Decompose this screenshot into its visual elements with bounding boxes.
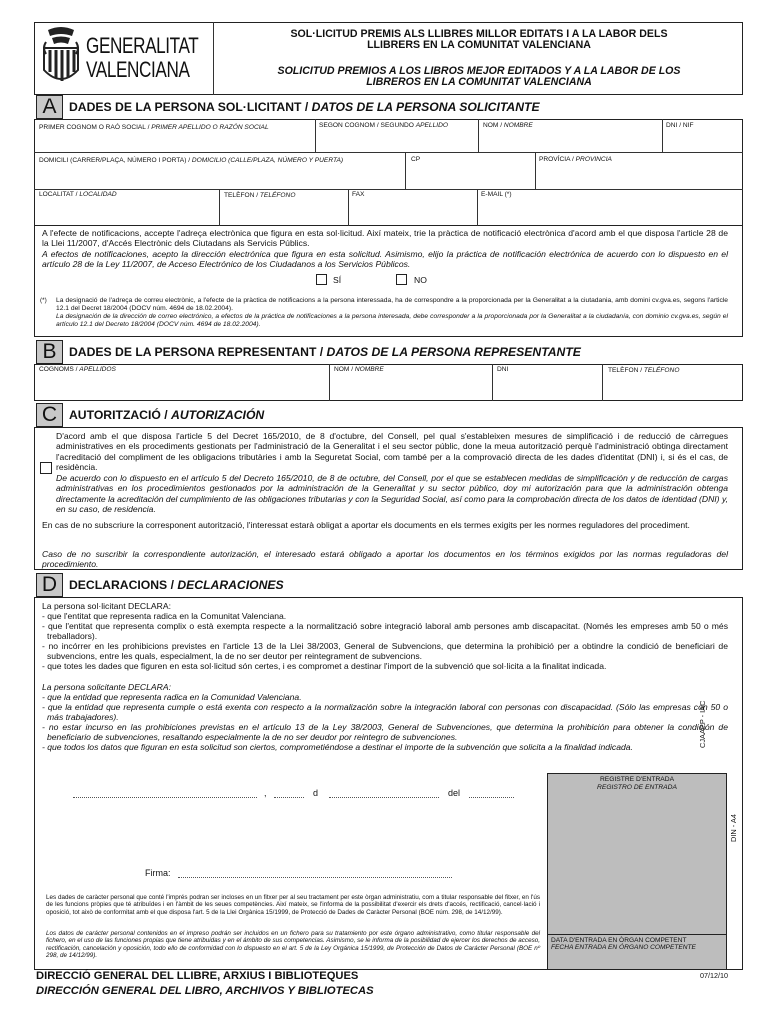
field-rep-apellidos[interactable] <box>39 366 327 398</box>
day-input[interactable] <box>274 797 304 798</box>
divider <box>602 364 603 401</box>
label-rep-apellidos-ca: COGNOMS / <box>39 366 80 373</box>
email-note-mark: (*) <box>40 297 47 304</box>
email-note-es: La designación de la dirección de correo electrónico, a efectos de la práctica de notificaciones a la persona interesada, debe corresponder a la proporcionada por la Generalitat a la ciudadanía, con dominio cv.gva.es, según el artículo 12.1 del Decreto 18/2004 (DOCV núm. 4694 de 18.02.2004). <box>56 313 728 328</box>
place-input[interactable] <box>73 797 257 798</box>
fecha-entrada-ca: DATA D'ENTRADA EN ÒRGAN COMPETENT <box>551 937 687 944</box>
divider <box>547 934 727 935</box>
notification-text-ca: A l'efecte de notificacions, accepte l'adreça electrònica que figura en esta sol·licitud. Així mateix, trie la pràctica de notificació electrònica d'acord amb el que disposa l'article 28 de la Llei 11/2007, d'Accés Electrònic dels Ciutadans als Servicis Públics. <box>42 228 728 249</box>
decl-es-3: - no estar incurso en las prohibiciones previstas en el artículo 13 de la Ley 38/2003, General de Subvenciones, que determina la prohibición para obtener la condición de beneficiario de subvenciones, resaltando especialmente la de no ser deudor por reintegro de subvenciones. <box>42 722 728 742</box>
field-fax[interactable] <box>352 191 474 223</box>
label-provincia-es: PROVINCIA <box>575 156 612 163</box>
section-a-title-ca: DADES DE LA PERSONA SOL·LICITANT / <box>69 100 312 114</box>
lopd-text-es: Los datos de carácter personal contenidos en el impreso podrán ser incluidos en un fichero para su tratamiento por este órgano administrativo, como titular responsable del fichero, en el uso de las funciones propias que tiene atribuidas y en el ámbito de sus competencias. Asimismo, se le informa de la posibilidad de ejercer los derechos de acceso, rectificación, cancelación y oposición, todo ello de conformidad con lo dispuesto en el art. 5 de la Ley Orgánica 15/1999, de Protección de Datos de Carácter Personal (BOE nº 298, de 14/12/99). <box>46 930 540 960</box>
lopd-text-ca: Les dades de caràcter personal que conté l'imprés podran ser incloses en un fitxer per al seu tractament per este òrgan administratiu, com a titular responsable del fitxer, en l'ús de les funcions pròpies que té atribuïdes i en l'àmbit de les seues competències. Així mateix, se l'informa de la possibilitat d'exercir els drets d'accés, rectificació, cancel·lació i oposició, tot això de conformitat amb el que disposa l'art. 5 de la Llei Orgànica 15/1999, de Protecció de Dades de Caràcter Personal (BOE núm. 298, de 14/12/99). <box>46 894 540 916</box>
checkbox-no[interactable] <box>396 274 407 285</box>
decl-es-1: - que la entidad que representa radica en la Comunidad Valenciana. <box>42 692 302 702</box>
section-c-title-es: AUTORIZACIÓN <box>171 408 265 422</box>
label-apellido1-es: PRIMER APELLIDO O RAZÓN SOCIAL <box>151 124 269 131</box>
label-apellido2-es: APELLIDO <box>415 122 448 129</box>
field-email[interactable] <box>481 191 739 223</box>
no-auth-text-ca: En cas de no subscriure la corresponent autorització, l'interessat estarà obligat a aportar els documents en els termes exigits per les normes reguladores del procediment. <box>42 520 690 530</box>
section-b-letter: B <box>36 340 63 364</box>
notification-text-es: A efectos de notificaciones, acepto la dirección electrónica que figura en esta solicitud. Asimismo, elijo la práctica de notificación electrónica de acuerdo con lo dispuesto en el artículo 28 de la Ley 11/2007, de Acceso Electrónico de los Ciudadanos a los Servicios Públicos. <box>42 249 728 270</box>
section-c-title <box>69 408 264 422</box>
registro-title-es: REGISTRO DE ENTRADA <box>597 784 677 791</box>
label-rep-nombre-ca: NOM / <box>334 366 355 373</box>
title-ca <box>218 29 740 51</box>
label-rep-telefono-es: TELÉFONO <box>643 367 680 374</box>
firma-input[interactable] <box>178 877 452 878</box>
field-rep-dni[interactable] <box>497 366 599 398</box>
divider <box>405 152 406 189</box>
label-dni: DNI / NIF <box>666 122 694 129</box>
label-localidad-es: LOCALIDAD <box>79 191 117 198</box>
auth-text-es: De acuerdo con lo dispuesto en el artículo 5 del Decreto 165/2010, de 8 de octubre, del Consell, por el que se establecen medidas de simplificación y de reducción de cargas administrativas en los procedimientos gestionados por la administración de la Generalitat y su sector público, doy mi autorización para que la administración obtenga directamente la acreditación del cumplimiento de las obligaciones tributarias y con la Seguridad Social, así como para la comprobación directa de los datos de identidad (DNI) y, en su caso, de residencia. <box>56 473 728 515</box>
divider <box>478 119 479 152</box>
auth-text-ca: D'acord amb el que disposa l'article 5 del Decret 165/2010, de 8 d'octubre, del Consell, pel qual s'estableixen mesures de simplificació i de reducció de càrregues administratives en els procediments gestionats per l'administració de la Generalitat i el seu sector públic, done la meua autorització perquè l'administració obtinga directament l'acreditació del compliment de les obligacions tributàries i amb la Seguretat Social, com també per a la comprovació directa de les dades d'identitat (DNI) i, si és el cas, de residència. <box>56 431 728 473</box>
header-divider <box>213 22 214 95</box>
logo-line1: GENERALITAT <box>86 33 199 58</box>
label-si: SÍ <box>333 275 342 285</box>
side-din: DIN - A4 <box>729 814 738 842</box>
firma-label: Firma: <box>145 868 171 878</box>
section-d-title <box>69 578 284 592</box>
section-a-title <box>69 100 540 114</box>
year-input[interactable] <box>469 797 514 798</box>
field-rep-telefono[interactable] <box>608 367 740 398</box>
section-a-letter: A <box>36 95 63 119</box>
decl-ca-4: - que totes les dades que figuren en esta sol·licitud són certes, i es compromet a destinar l'import de la subvenció que sol·licita a la finalitat indicada. <box>42 661 607 671</box>
field-apellido2[interactable] <box>319 122 475 150</box>
label-nombre-ca: NOM / <box>483 122 504 129</box>
declarations-ca <box>42 601 728 671</box>
divider <box>662 119 663 152</box>
divider <box>219 189 220 226</box>
label-email: E-MAIL (*) <box>481 191 512 198</box>
section-d-letter: D <box>36 573 63 597</box>
label-apellido1-ca: PRIMER COGNOM O RAÓ SOCIAL / <box>39 124 152 131</box>
label-rep-apellidos-es: APELLIDOS <box>79 366 116 373</box>
label-provincia-ca: PROVÍCIA / <box>539 156 576 163</box>
label-nombre-es: NOMBRE <box>503 122 533 129</box>
divider <box>477 189 478 226</box>
decl-ca-3: - no incórrer en les prohibicions previstes en l'article 13 de la Llei 38/2003, General de Subvencions, que determina la prohibició per a obtindre la condició de beneficiari de subvencions, entre les quals, especialment, la de no ser deutor per reintegrament de subvencions. <box>42 641 728 661</box>
field-dni[interactable] <box>666 122 740 150</box>
divider <box>535 152 536 189</box>
decl-ca-2: - que l'entitat que representa complix o està exempta respecte a la normalització sobre integració laboral amb persones amb discapacitat. (Només les empreses amb 50 o més treballadors). <box>42 621 728 641</box>
label-rep-nombre-es: NOMBRE <box>354 366 384 373</box>
de-label: d <box>313 788 319 798</box>
section-d-title-ca: DECLARACIONS / <box>69 578 178 592</box>
field-provincia[interactable] <box>539 156 739 186</box>
title-es <box>218 66 740 88</box>
label-telefono-ca: TELÈFON / <box>224 192 260 199</box>
declarations-es <box>42 682 728 752</box>
footer-date: 07/12/10 <box>700 971 728 980</box>
no-auth-text-es: Caso de no suscribir la correspondiente autorización, el interesado estará obligado a aportar los documentos en los términos exigidos por las normas reguladoras del procedimiento. <box>42 549 728 570</box>
divider <box>329 364 330 401</box>
field-cp[interactable] <box>411 156 531 186</box>
field-localidad[interactable] <box>39 191 217 223</box>
divider <box>348 189 349 226</box>
decl-es-2: - que la entidad que representa cumple o está exenta con respecto a la normalización sobre la integración laboral con personas con discapacidad. (Sólo las empresas con 50 o más trabajadores). <box>42 702 728 722</box>
registro-title-ca: REGISTRE D'ENTRADA <box>599 776 675 783</box>
decl-ca-head: La persona sol·licitant DECLARA: <box>42 601 171 611</box>
divider <box>492 364 493 401</box>
checkbox-autorizacion[interactable] <box>40 462 52 474</box>
decl-ca-1: - que l'entitat que representa radica en la Comunitat Valenciana. <box>42 611 287 621</box>
label-domicilio-ca: DOMICILI (CARRER/PLAÇA, NÚMERO I PORTA) / <box>39 157 192 164</box>
label-apellido2-ca: SEGON COGNOM / SEGUNDO <box>319 122 416 129</box>
divider <box>315 119 316 152</box>
label-rep-telefono-ca: TELÈFON / <box>608 367 644 374</box>
section-b-title-es: DATOS DE LA PERSONA REPRESENTANTE <box>326 345 581 359</box>
decl-es-head: La persona solicitante DECLARA: <box>42 682 171 692</box>
title-es-line1: SOLICITUD PREMIOS A LOS LIBROS MEJOR EDITADOS Y A LA LABOR DE LOS <box>277 65 681 77</box>
section-b-title-ca: DADES DE LA PERSONA REPRESENTANT / <box>69 345 327 359</box>
section-c-letter: C <box>36 403 63 427</box>
field-nombre[interactable] <box>483 122 659 150</box>
side-code: CJAAPP - IAC <box>698 700 707 748</box>
label-rep-dni: DNI <box>497 366 509 373</box>
email-note-ca: La designació de l'adreça de correu electrònic, a l'efecte de la pràctica de notificacions a la persona interessada, ha de correspondre a la proporcionada per la Generalitat a la ciutadania, amb domini cv.gva.es, segons l'article 12.1 del Decret 18/2004 (DOCV núm. 4694 de 18.02.2004). <box>56 297 728 312</box>
section-a-title-es: DATOS DE LA PERSONA SOLICITANTE <box>311 100 540 114</box>
label-cp: CP <box>411 156 421 163</box>
divider <box>34 152 743 153</box>
field-telefono[interactable] <box>224 192 346 223</box>
section-d-title-es: DECLARACIONES <box>177 578 284 592</box>
del-label: del <box>448 788 461 798</box>
divider <box>34 189 743 190</box>
label-fax: FAX <box>352 191 365 198</box>
section-b-title <box>69 345 581 359</box>
section-c-title-ca: AUTORITZACIÓ / <box>69 408 172 422</box>
logo-line2: VALENCIANA <box>86 57 190 82</box>
footer-org-es: DIRECCIÓN GENERAL DEL LIBRO, ARCHIVOS Y BIBLIOTECAS <box>36 985 374 997</box>
label-telefono-es: TELÉFONO <box>259 192 296 199</box>
title-es-line2: LIBREROS EN LA COMUNITAT VALENCIANA <box>366 76 592 88</box>
decl-es-4: - que todos los datos que figuran en esta solicitud son ciertos, comprometiéndose a destinar el importe de la subvención que solicita a la finalidad indicada. <box>42 742 633 752</box>
month-input[interactable] <box>329 797 439 798</box>
crest-icon <box>40 26 82 88</box>
label-domicilio-es: DOMICILIO (CALLE/PLAZA, NÚMERO Y PUERTA) <box>191 157 344 164</box>
title-ca-line1: SOL·LICITUD PREMIS ALS LLIBRES MILLOR EDITATS I A LA LABOR DELS <box>290 28 668 40</box>
field-domicilio[interactable] <box>39 157 403 187</box>
title-ca-line2: LLIBRERS EN LA COMUNITAT VALENCIANA <box>367 39 591 51</box>
generalitat-logo <box>38 26 210 90</box>
field-apellido1[interactable] <box>39 124 313 150</box>
checkbox-si[interactable] <box>316 274 327 285</box>
field-rep-nombre[interactable] <box>334 366 490 398</box>
footer-org-ca: DIRECCIÓ GENERAL DEL LLIBRE, ARXIUS I BIBLIOTEQUES <box>36 970 359 982</box>
label-no: NO <box>414 275 427 285</box>
fecha-entrada-es: FECHA ENTRADA EN ÓRGANO COMPETENTE <box>551 944 696 951</box>
comma-separator: , <box>264 788 267 798</box>
label-localidad-ca: LOCALITAT / <box>39 191 80 198</box>
